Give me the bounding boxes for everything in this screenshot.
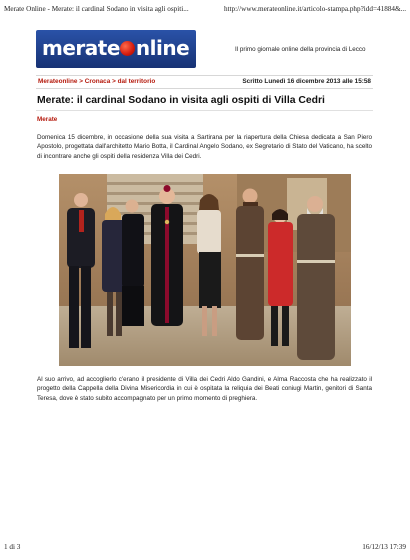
breadcrumb-item-subsection[interactable]: dal territorio <box>117 78 156 85</box>
breadcrumb-item-section[interactable]: Cronaca <box>84 78 111 85</box>
title-divider <box>36 110 373 111</box>
print-header <box>4 5 406 17</box>
breadcrumb-item-home[interactable]: Merateonline <box>38 78 78 85</box>
logo-text-right: nline <box>135 36 190 60</box>
breadcrumb-separator: > <box>112 78 116 85</box>
site-logo-banner[interactable] <box>36 30 196 68</box>
article-paragraph: Al suo arrivo, ad accoglierlo c'erano il presidente di Villa dei Cedri Aldo Gandini, e Alma Raccosta che ha realizzato il progetto della Cappella della Divina Misericordia in cui è ospitata la reliquia dei Beati coniugi Martin, genitori di Santa Teresa, dove è stato subito accompagnato per un primo momento di preghiera. <box>37 376 372 402</box>
article-photo <box>59 174 351 366</box>
print-page-url: http://www.merateonline.it/articolo-stampa.php?idd=41884&... <box>223 5 406 13</box>
site-logo <box>42 36 189 60</box>
print-footer <box>4 543 406 555</box>
print-timestamp: 16/12/13 17:39 <box>362 543 406 551</box>
article-category[interactable]: Merate <box>37 116 58 123</box>
logo-text-left: merate <box>42 36 120 60</box>
print-page-title: Merate Online - Merate: il cardinal Sodano in visita agli ospiti... <box>4 5 189 13</box>
breadcrumb <box>38 78 155 85</box>
article-paragraph: Domenica 15 dicembre, in occasione della sua visita a Sartirana per la riapertura della Chiesa dedicata a San Piero Apostolo, progettata dall'architetto Mario Botta, il Cardinal Angelo Sodano, ex Segretario di Stato del Vaticano, ha scelto di incontrare anche gli ospiti della residenza Villa dei Cedri. <box>37 134 372 160</box>
article-title: Merate: il cardinal Sodano in visita agli ospiti di Villa Cedri <box>37 95 325 106</box>
article-dateline: Scritto Lunedì 16 dicembre 2013 alle 15:58 <box>242 78 371 85</box>
site-tagline: Il primo giornale online della provincia di Lecco <box>235 46 366 53</box>
print-page-number: 1 di 3 <box>4 543 21 551</box>
logo-ball-icon <box>120 41 135 56</box>
breadcrumb-bar <box>36 75 373 89</box>
breadcrumb-separator: > <box>79 78 83 85</box>
